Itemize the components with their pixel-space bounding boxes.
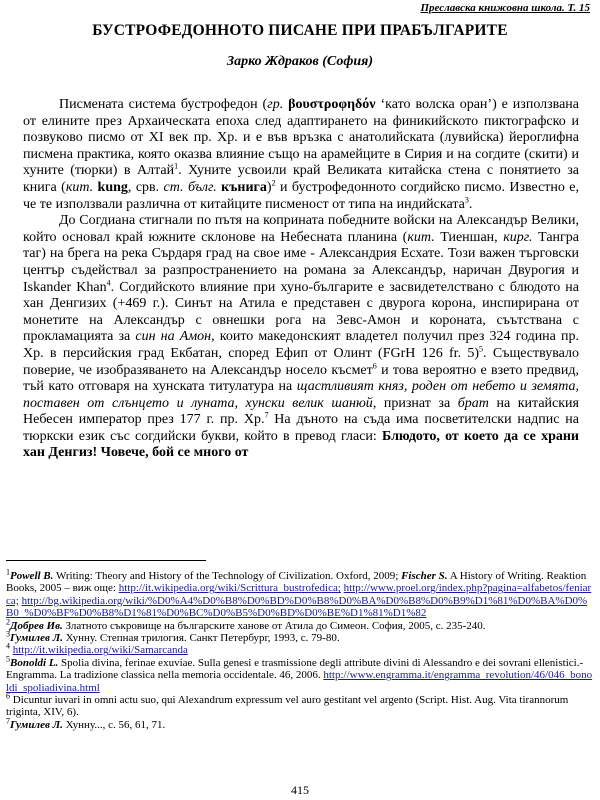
paragraph-1 bbox=[23, 97, 579, 213]
footnote-number: 5 bbox=[6, 654, 10, 664]
footnote-6 bbox=[6, 691, 594, 719]
footnote-ref: 1 bbox=[174, 161, 179, 171]
text-run: на китайския Небесен император през 177 г. пр. Хр. bbox=[23, 395, 579, 428]
text-run: Тиеншан, bbox=[434, 229, 504, 245]
text-run: . bbox=[468, 196, 473, 212]
text-run: син на Амон bbox=[135, 329, 212, 345]
footnote-number: 2 bbox=[6, 616, 10, 626]
text-run: Блюдото, от което да се храни хан Денгиз! Човече, бой се много от bbox=[23, 428, 579, 461]
footnote-number: 6 bbox=[6, 691, 10, 701]
footnote-ref: 7 bbox=[264, 410, 269, 420]
footnote-ref: 5 bbox=[479, 344, 484, 354]
footnote-ref: 6 bbox=[372, 360, 377, 370]
text-run: Тангра таг) на брега на река Сърдаря град на свое име - Александрия Есхате. Този важен търговски център съдействал за разпространението на романа за Александър, наричан Двурогия и Iskander Khan bbox=[23, 229, 579, 295]
text-run: кънига bbox=[216, 179, 267, 195]
text-run: ‘като волска оран’) е използвана от елините през Архаическата епоха след адаптирането на финикийското пиктографско и позвуково писмо от XI век пр. Хр. и е във връзка с анатолийската (лувийска) йероглифна писмена практика, която оказва влияние също на арамейците в Сирия и на согдите (скити) и хуните (тюрки) в Алтай bbox=[23, 97, 579, 179]
footnote-text: Writing: Theory and History of the Technology of Civilization. Oxford, 2009; bbox=[53, 570, 402, 582]
text-run: . Согдийското влияние при хуно-българите е засвидетелствано с блюдото на хан Денгизих (+469 г.). Синът на Атила е представен с двурога корона, инспирирана от монетите на Александър с овнешки рога на Зевс-Амон и короната, съътствана с прокламацията за bbox=[23, 279, 579, 345]
text-run: kung bbox=[93, 179, 128, 195]
footnotes bbox=[6, 567, 594, 731]
footnote-author: Добрев Ив. bbox=[10, 619, 63, 632]
text-run: На дъното на съда има посветителски надпис на тюркски език със согдийски букви, който в превод гласи: bbox=[23, 412, 579, 444]
footnote-link[interactable]: http://www.proel.org/index.php?pagina=alfabetos/feniarca; bbox=[6, 582, 592, 607]
text-run: и бустрофедонното согдийско писмо. Известно е, че те използвали различна от китайците писменост от типа на индийската bbox=[23, 179, 580, 212]
footnote-author: Fischer S. bbox=[401, 570, 448, 582]
text-run: ) bbox=[266, 179, 272, 195]
footnote-text: A History of Writing. Reaktion Books, 2005 – виж още: bbox=[6, 570, 587, 595]
text-run: брат bbox=[457, 395, 489, 411]
footnote-4 bbox=[6, 641, 594, 657]
footnote-2 bbox=[6, 616, 594, 632]
text-run: кит. bbox=[407, 229, 435, 245]
text-run: βουστροφηδόν bbox=[283, 97, 376, 112]
footnote-text: Spolia divina, ferinae exuviae. Sulla genesi e trasmissione degli attribute divini di Alessandro e dei sovrani ellenistici.- Engramma. La tradizione classica nella memoria occidentale. 46, 2006. bbox=[6, 656, 584, 682]
text-run: . Хуните усвоили край Великата китайска стена с понятието за книга ( bbox=[23, 163, 580, 195]
text-run: . Съществувало поверие, че изобразяването на Александър носело късмет bbox=[23, 345, 579, 378]
footnote-7 bbox=[6, 716, 594, 731]
text-run: ст. бълг. bbox=[163, 179, 217, 195]
footnote-text: Dicuntur iuvari in omni actu suo, qui Alexandrum expressum vel auro gestitant vel argento (Script. Hist. Aug. Vita tirannorum triginta, XIV, 6). bbox=[6, 694, 569, 719]
text-run: До Согдиана стигнали по пътя на коприната победните войски на Александър Велики, който основал край южните склонове на Небесната планина ( bbox=[23, 213, 579, 245]
text-run: и това вероятно е взето предвид, тъй като отговаря на хунската титулатура на bbox=[23, 362, 579, 395]
footnote-link[interactable]: http://it.wikipedia.org/wiki/Samarcanda bbox=[12, 644, 188, 657]
footnote-1 bbox=[6, 567, 594, 620]
footnote-text: Хунну. Степная трилогия. Санкт Петербург, 1993, с. 79-80. bbox=[62, 632, 340, 645]
footnote-author: Гумилев Л. bbox=[10, 718, 63, 731]
text-run: , които македонският владетел получил през 324 година пр. Хр. в персийския град Екбатан, според Ефип от Олинт (FGrH 126 fr. 5) bbox=[23, 329, 579, 361]
footnote-link[interactable]: http://www.engramma.it/engramma_revolution/46/046_bonoldi_spoliadivina.html bbox=[6, 669, 593, 694]
footnote-author: Powell B. bbox=[10, 570, 54, 582]
footnote-author: Гумилев Л. bbox=[10, 632, 63, 645]
running-header: Преславска книжовна школа. Т. 15 bbox=[420, 2, 590, 14]
text-run: Писмената система бустрофедон ( bbox=[59, 97, 268, 112]
footnote-text: Златното съкровище на българските ханове от Атила до Симеон. София, 2005, с. 235-240. bbox=[62, 619, 486, 632]
footnote-link[interactable]: http://it.wikipedia.org/wiki/Scrittura_bustrofedica; bbox=[118, 582, 341, 595]
footnote-number: 3 bbox=[6, 629, 10, 639]
footnote-number: 4 bbox=[6, 641, 10, 651]
footnote-text: Хунну..., с. 56, 61, 71. bbox=[62, 718, 166, 731]
paragraph-2 bbox=[23, 213, 579, 462]
text-run: кирг. bbox=[503, 229, 533, 245]
footnote-ref: 4 bbox=[106, 277, 111, 287]
footnote-number: 7 bbox=[6, 716, 10, 726]
text-run: гр. bbox=[267, 97, 284, 112]
article-body bbox=[23, 97, 579, 462]
text-run: щастливият княз, роден от небето и земята, поставен от слънцето и луната, хунски велик шанюй bbox=[23, 379, 579, 411]
page-number: 415 bbox=[291, 783, 309, 797]
footnote-author: Bonoldi L. bbox=[10, 656, 59, 669]
footnote-3 bbox=[6, 629, 594, 645]
text-run: , срв. bbox=[127, 179, 164, 195]
article-title: БУСТРОФЕДОННОТО ПИСАНЕ ПРИ ПРАБЪЛГАРИТЕ bbox=[92, 22, 508, 39]
text-run: , признат за bbox=[372, 395, 458, 411]
text-run: кит. bbox=[65, 179, 94, 195]
footnote-ref: 2 bbox=[271, 178, 276, 188]
article-author: Зарко Ждраков (София) bbox=[226, 54, 374, 69]
footnote-separator bbox=[6, 560, 206, 561]
footnote-5 bbox=[6, 654, 594, 694]
footnote-number: 1 bbox=[6, 567, 10, 577]
footnote-ref: 3 bbox=[464, 194, 469, 204]
footnote-link[interactable]: http://bg.wikipedia.org/wiki/%D0%A4%D0%B8%D0%BD%D0%B8%D0%BA%D0%B8%D0%B9%D1%81%D0%BA%D0%B0_%D0%BF%D0%B8%D1%81%D0%BC%D0%B5%D0%BD%D0%BE%D1%81%D1%82 bbox=[6, 594, 588, 620]
